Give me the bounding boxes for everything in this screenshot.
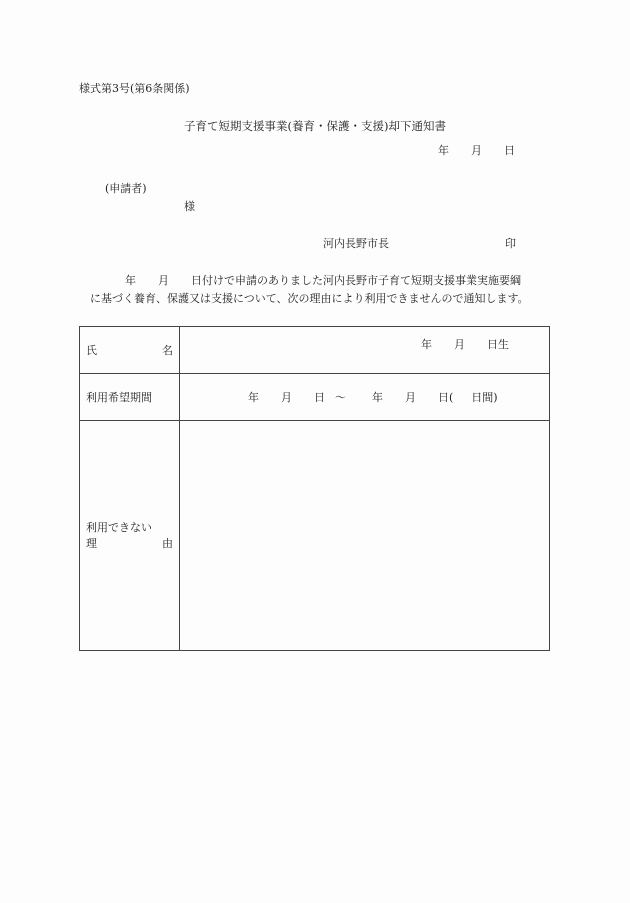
form-number: 様式第3号(第6条関係) xyxy=(79,82,190,95)
reason-label-cell xyxy=(80,421,180,651)
body-text-line-1 xyxy=(125,274,521,288)
body-month: 月 xyxy=(158,274,169,287)
applicant-honorific: 様 xyxy=(184,200,195,213)
reason-label-line-1: 利用できない xyxy=(86,520,152,534)
table-row xyxy=(80,421,550,651)
period-start-year: 年 xyxy=(248,391,259,404)
body-year: 年 xyxy=(125,274,136,287)
reason-label-2a: 理 xyxy=(86,536,97,550)
table-row xyxy=(80,374,550,421)
period-label: 利用希望期間 xyxy=(86,391,152,404)
birth-date xyxy=(421,336,509,352)
table-row xyxy=(80,327,550,374)
period-value-cell xyxy=(180,374,550,421)
reason-value-cell xyxy=(180,421,550,651)
period-end-day: 日( xyxy=(438,391,454,404)
period-start-month: 月 xyxy=(281,391,292,404)
body-line1-rest: 日付けで申請のありました河内長野市子育て短期支援事業実施要綱 xyxy=(191,274,521,287)
date-year: 年 xyxy=(438,144,449,157)
name-value-cell xyxy=(180,327,550,374)
period-end-year: 年 xyxy=(372,391,383,404)
name-label-cell xyxy=(80,327,180,374)
period-days: 日間) xyxy=(471,391,498,404)
issue-date xyxy=(438,144,515,158)
notice-table xyxy=(79,326,550,651)
birth-day: 日生 xyxy=(487,338,509,351)
period-end-month: 月 xyxy=(405,391,416,404)
issuer-line xyxy=(323,237,516,251)
body-text-line-2: に基づく養育、保護又は支援について、次の理由により利用できませんので通知します。 xyxy=(90,292,529,305)
applicant-label: (申請者) xyxy=(105,182,147,195)
document-title: 子育て短期支援事業(養育・保護・支援)却下通知書 xyxy=(184,119,446,133)
period-start-day: 日 xyxy=(314,391,325,404)
date-day: 日 xyxy=(504,144,515,157)
period-tilde: ～ xyxy=(335,391,346,404)
reason-label-2b: 由 xyxy=(162,536,173,550)
seal-mark: 印 xyxy=(505,237,516,250)
name-label-1: 氏 xyxy=(86,344,97,357)
name-label-2: 名 xyxy=(162,344,173,357)
birth-year: 年 xyxy=(421,338,432,351)
birth-month: 月 xyxy=(454,338,465,351)
issuer-name: 河内長野市長 xyxy=(323,237,389,250)
date-month: 月 xyxy=(471,144,482,157)
period-label-cell xyxy=(80,374,180,421)
